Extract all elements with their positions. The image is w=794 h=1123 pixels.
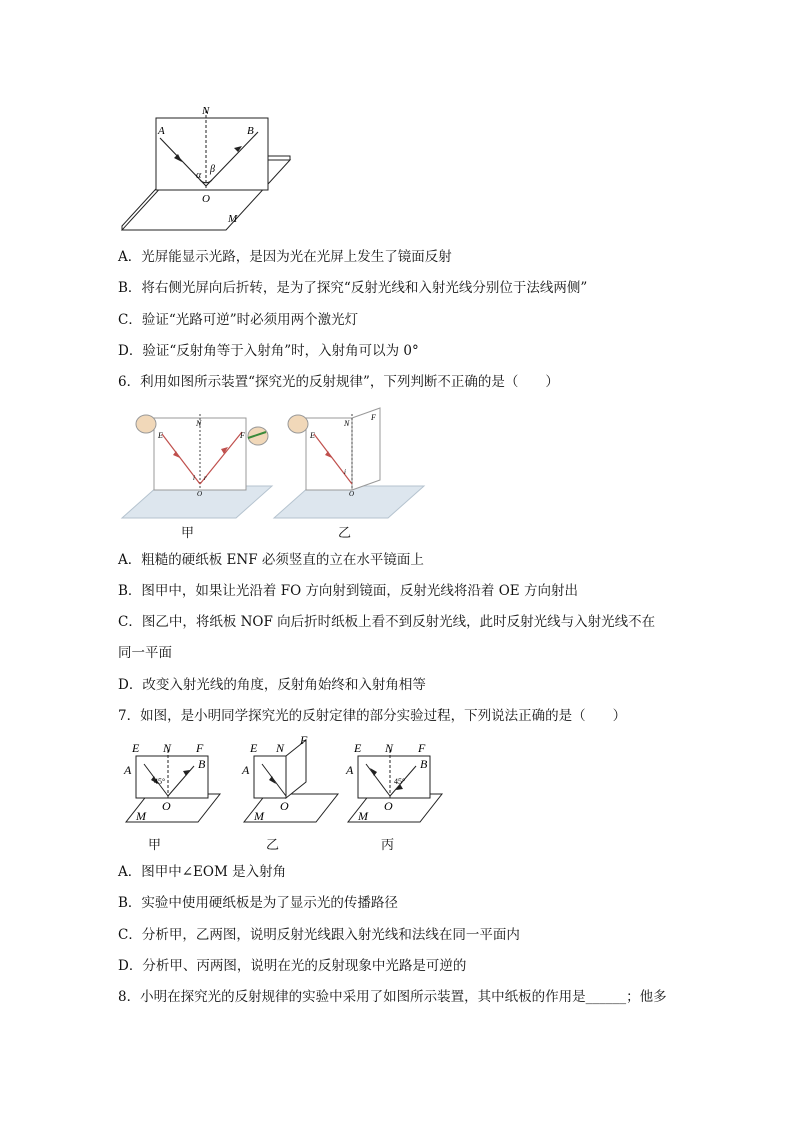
label-O: O xyxy=(202,193,210,205)
q7-option-a: A．图甲中∠EOM 是入射角 xyxy=(118,864,287,880)
yi-label-N: N xyxy=(344,419,350,428)
q7-stem: 7．如图，是小明同学探究光的反射定律的部分实验过程，下列说法正确的是（ ） xyxy=(118,708,627,724)
q7-caption-yi: 乙 xyxy=(266,838,280,853)
label-M: M xyxy=(228,213,238,225)
q7-caption-jia: 甲 xyxy=(148,838,162,853)
q6-option-c-cont: 同一平面 xyxy=(118,645,172,661)
label-N: N xyxy=(202,105,210,117)
q7-jia-E: E xyxy=(132,741,140,755)
q7-jia-M: M xyxy=(136,809,146,823)
yi-label-F: F xyxy=(371,413,376,422)
jia-label-E: E xyxy=(158,431,163,440)
q7-bing-E: E xyxy=(354,741,362,755)
label-B: B xyxy=(247,125,254,137)
jia-label-r: r xyxy=(204,474,207,482)
yi-label-E: E xyxy=(310,431,315,440)
q7-bing-B: B xyxy=(420,757,428,771)
q7-yi-A: A xyxy=(242,763,250,777)
q7-yi-M: M xyxy=(254,809,264,823)
figure-q6-yi xyxy=(270,404,430,522)
q7-option-d: D．分析甲、丙两图，说明在光的反射现象中光路是可逆的 xyxy=(118,958,467,974)
q8-stem: 8．小明在探究光的反射规律的实验中采用了如图所示装置，其中纸板的作用是______；他多 xyxy=(118,989,667,1005)
q6-stem: 6．利用如图所示装置“探究光的反射规律”，下列判断不正确的是（ ） xyxy=(118,374,559,390)
q6-option-b: B．图甲中，如果让光沿着 FO 方向射到镜面，反射光线将沿着 OE 方向射出 xyxy=(118,583,578,599)
label-beta: β xyxy=(210,164,215,175)
figure-q7-bing xyxy=(340,740,450,828)
jia-label-i: i xyxy=(193,474,195,482)
label-A: A xyxy=(158,125,165,137)
q7-jia-angle: 45° xyxy=(154,777,166,786)
q7-caption-bing: 丙 xyxy=(381,838,395,853)
jia-label-N: N xyxy=(196,419,202,428)
q6-caption-jia: 甲 xyxy=(181,526,195,541)
figure-reflection-setup xyxy=(118,100,293,235)
q7-yi-N: N xyxy=(276,741,285,755)
jia-label-F: F xyxy=(240,431,245,440)
q7-bing-N: N xyxy=(385,741,394,755)
q5-option-d: D．验证“反射角等于入射角”时，入射角可以为 0° xyxy=(118,343,419,359)
yi-label-O: O xyxy=(349,490,355,498)
q5-option-a: A．光屏能显示光路，是因为光在光屏上发生了镜面反射 xyxy=(118,249,452,265)
q6-option-a: A．粗糙的硬纸板 ENF 必须竖直的立在水平镜面上 xyxy=(118,552,424,568)
q6-caption-yi: 乙 xyxy=(338,526,352,541)
q7-option-b: B．实验中使用硬纸板是为了显示光的传播路径 xyxy=(118,895,398,911)
q7-bing-M: M xyxy=(358,809,368,823)
yi-label-i: i xyxy=(344,468,346,476)
q7-jia-O: O xyxy=(162,799,171,813)
q7-jia-A: A xyxy=(124,763,132,777)
q7-yi-E: E xyxy=(250,741,258,755)
figure-q7-jia xyxy=(118,740,228,828)
figure-q6-jia xyxy=(118,404,278,522)
q7-option-c: C．分析甲，乙两图，说明反射光线跟入射光线和法线在同一平面内 xyxy=(118,927,520,943)
q7-yi-O: O xyxy=(280,799,289,813)
q7-jia-F: F xyxy=(196,741,204,755)
jia-label-O: O xyxy=(197,490,203,498)
q7-bing-A: A xyxy=(346,763,354,777)
q5-option-b: B．将右侧光屏向后折转，是为了探究“反射光线和入射光线分别位于法线两侧” xyxy=(118,280,588,296)
q7-jia-B: B xyxy=(198,757,206,771)
q6-option-c: C．图乙中，将纸板 NOF 向后折时纸板上看不到反射光线，此时反射光线与入射光线不在 xyxy=(118,614,656,630)
q6-option-d: D．改变入射光线的角度，反射角始终和入射角相等 xyxy=(118,677,426,693)
q7-bing-F: F xyxy=(418,741,426,755)
label-alpha: α xyxy=(196,170,202,181)
q7-bing-O: O xyxy=(384,799,393,813)
q7-yi-F: F xyxy=(300,734,308,747)
q5-option-c: C．验证“光路可逆”时必须用两个激光灯 xyxy=(118,312,359,328)
q7-jia-N: N xyxy=(163,741,172,755)
figure-q7-yi xyxy=(236,734,346,828)
q7-bing-angle: 45° xyxy=(394,777,406,786)
